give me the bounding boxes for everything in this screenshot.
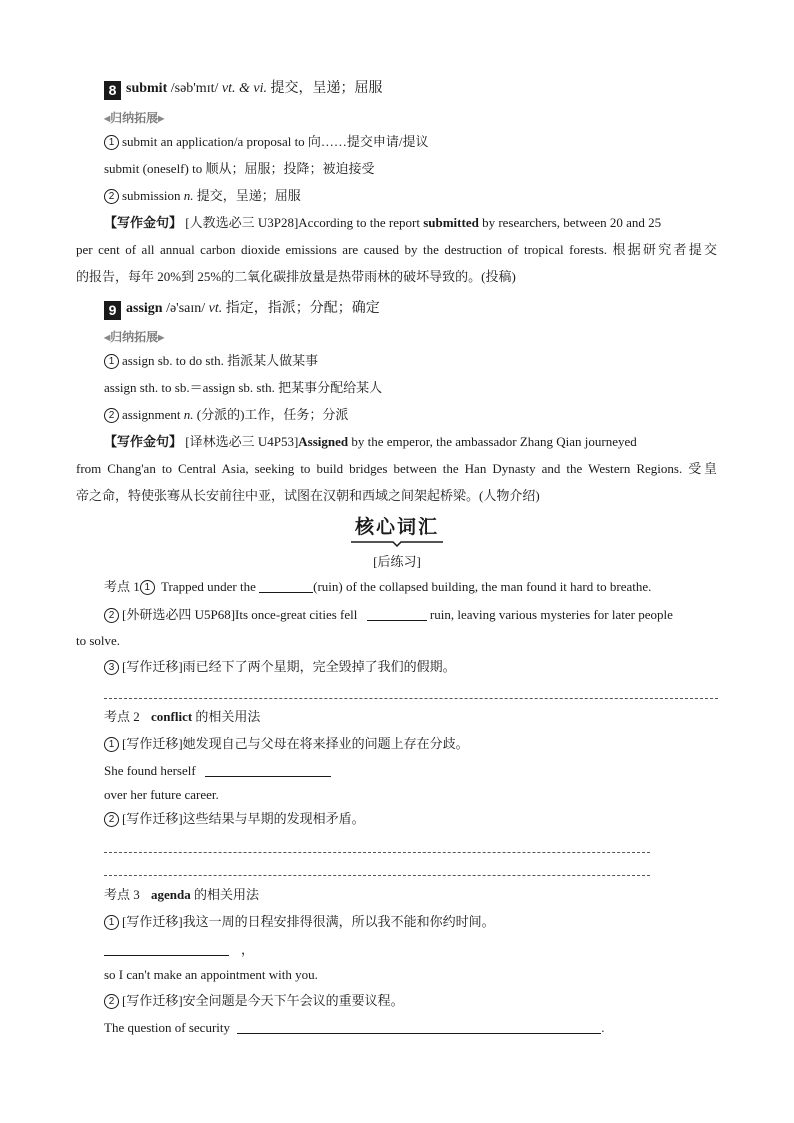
comma: ， bbox=[241, 942, 255, 957]
question-text: (ruin) of the collapsed building, the man found it hard to breathe. bbox=[313, 579, 652, 594]
golden-text: by the emperor, the ambassador Zhang Qian journeyed bbox=[348, 434, 637, 449]
point-suffix: 的相关用法 bbox=[192, 709, 261, 724]
derived-meaning: 提交，呈递；屈服 bbox=[193, 188, 301, 203]
triangle-left-icon: ◀ bbox=[104, 333, 111, 342]
answer-blank[interactable] bbox=[237, 1021, 601, 1034]
circled-number: 2 bbox=[104, 608, 119, 623]
section-subtitle-text: [后练习] bbox=[373, 554, 421, 569]
circled-number: 1 bbox=[104, 737, 119, 752]
circled-number: 1 bbox=[104, 354, 119, 369]
point-3-question-1 bbox=[104, 913, 495, 931]
extension-item bbox=[104, 133, 429, 151]
meaning: 提交，呈递；屈服 bbox=[266, 81, 383, 96]
period: . bbox=[601, 1020, 605, 1035]
extension-text: assign sth. to sb.＝assign sb. sth. 把某事分配给某人 bbox=[104, 380, 383, 395]
circled-number: 1 bbox=[104, 135, 119, 150]
derived-pos: n. bbox=[180, 188, 194, 203]
entry-8-header bbox=[104, 80, 382, 100]
derived-pos: n. bbox=[180, 407, 194, 422]
headword: submit bbox=[126, 81, 168, 96]
answer-row bbox=[104, 762, 331, 780]
section-header bbox=[0, 512, 794, 547]
circled-number: 1 bbox=[104, 915, 119, 930]
extension-item bbox=[104, 352, 318, 370]
point-3-header bbox=[104, 886, 259, 904]
extension-item bbox=[104, 406, 348, 424]
golden-sentence bbox=[104, 433, 637, 451]
answer-blank[interactable] bbox=[205, 764, 331, 777]
point-suffix: 的相关用法 bbox=[190, 887, 260, 902]
point-1-question-2 bbox=[104, 606, 673, 624]
circled-number: 2 bbox=[104, 994, 119, 1009]
point-2-question-1 bbox=[104, 735, 469, 753]
golden-text: by researchers, between 20 and 25 bbox=[478, 215, 662, 230]
prompt-text: She found herself bbox=[104, 763, 199, 778]
question-text: [写作迁移]她发现自己与父母在将来择业的问题上存在分歧。 bbox=[122, 736, 469, 751]
question-text: Trapped under the bbox=[157, 579, 260, 594]
circled-number: 2 bbox=[104, 189, 119, 204]
pronunciation: /ə'saɪn/ bbox=[162, 301, 209, 316]
golden-line: 的报告，每年 20%到 25%的二氧化碳排放量是热带雨林的破坏导致的。(投稿) bbox=[76, 269, 516, 284]
extension-item bbox=[104, 379, 382, 397]
question-text: [写作迁移]雨已经下了两个星期，完全毁掉了我们的假期。 bbox=[122, 659, 456, 674]
triangle-left-icon: ◀ bbox=[104, 114, 111, 123]
question-text: [写作迁移]安全问题是今天下午会议的重要议程。 bbox=[122, 993, 404, 1008]
part-of-speech: vt. & vi. bbox=[221, 81, 267, 96]
golden-keyword: submitted bbox=[423, 215, 479, 230]
extension-text: submit an application/a proposal to 向……提交申请/提议 bbox=[122, 134, 429, 149]
question-text: [外研选必四 U5P68]Its once-great cities fell bbox=[122, 607, 361, 622]
point-label: 考点 1 bbox=[104, 579, 140, 594]
headword: assign bbox=[126, 301, 163, 316]
entry-9-header bbox=[104, 300, 380, 320]
question-text: [写作迁移]这些结果与早期的发现相矛盾。 bbox=[122, 811, 365, 826]
prompt-text: The question of security bbox=[104, 1020, 234, 1035]
derived-meaning: (分派的)工作，任务；分派 bbox=[193, 407, 349, 422]
answer-line[interactable] bbox=[104, 698, 718, 699]
extension-item bbox=[104, 160, 374, 178]
point-3-question-2 bbox=[104, 992, 404, 1010]
part-of-speech: vt. bbox=[208, 301, 223, 316]
circled-number: 2 bbox=[104, 812, 119, 827]
triangle-right-icon: ▶ bbox=[158, 114, 165, 123]
extension-item bbox=[104, 187, 301, 205]
tag-label: 归纳拓展 bbox=[110, 330, 159, 344]
golden-line: from Chang'an to Central Asia, seeking to build bridges between the Han Dynasty and the Western Regions. 受皇 bbox=[76, 461, 717, 476]
entry-number: 8 bbox=[104, 81, 121, 100]
meaning: 指定，指派；分配；确定 bbox=[222, 301, 380, 316]
golden-line: 帝之命，特使张骞从长安前往中亚，试图在汉朝和西域之间架起桥梁。(人物介绍) bbox=[76, 488, 540, 503]
point-word: agenda bbox=[151, 887, 191, 902]
answer-blank[interactable] bbox=[104, 943, 229, 956]
prompt-text: over her future career. bbox=[104, 787, 219, 802]
extension-text: submit (oneself) to 顺从；屈服；投降；被迫接受 bbox=[104, 161, 375, 176]
section-title: 核心词汇 bbox=[354, 516, 439, 538]
answer-row bbox=[104, 941, 254, 959]
point-1-question-1 bbox=[104, 578, 651, 596]
answer-blank[interactable] bbox=[259, 580, 313, 593]
question-continuation: to solve. bbox=[76, 633, 121, 648]
point-1-question-3 bbox=[104, 658, 456, 676]
golden-keyword: Assigned bbox=[298, 434, 349, 449]
question-text: [写作迁移]我这一周的日程安排得很满，所以我不能和你约时间。 bbox=[122, 914, 495, 929]
prompt-text: so I can't make an appointment with you. bbox=[104, 967, 318, 982]
question-text: ruin, leaving various mysteries for later people bbox=[426, 607, 673, 622]
answer-line[interactable] bbox=[104, 875, 650, 876]
answer-blank[interactable] bbox=[367, 608, 427, 621]
circled-number: 3 bbox=[104, 660, 119, 675]
point-word: conflict bbox=[151, 709, 193, 724]
derived-word: assignment bbox=[122, 407, 181, 422]
entry-number: 9 bbox=[104, 301, 121, 320]
extension-tag bbox=[104, 109, 164, 128]
pronunciation: /səb'mɪt/ bbox=[167, 81, 222, 96]
golden-label: 【写作金句】 bbox=[104, 434, 183, 449]
answer-row bbox=[104, 1019, 605, 1037]
derived-word: submission bbox=[122, 188, 181, 203]
point-label: 考点 3 bbox=[104, 887, 140, 902]
tag-label: 归纳拓展 bbox=[110, 111, 159, 125]
golden-label: 【写作金句】 bbox=[104, 215, 183, 230]
golden-line: per cent of all annual carbon dioxide emissions are caused by the destruction of tropical forests. 根据研究者提交 bbox=[76, 242, 717, 257]
golden-sentence bbox=[104, 214, 661, 232]
circled-number: 2 bbox=[104, 408, 119, 423]
golden-source: [译林选必三 U4P53] bbox=[185, 434, 299, 449]
point-label: 考点 2 bbox=[104, 709, 140, 724]
answer-line[interactable] bbox=[104, 852, 650, 853]
title-underline-icon bbox=[349, 539, 445, 547]
golden-source: [人教选必三 U3P28]According to the report bbox=[185, 215, 424, 230]
point-2-question-2 bbox=[104, 810, 365, 828]
circled-number: 1 bbox=[140, 580, 155, 595]
point-2-header bbox=[104, 708, 260, 726]
extension-text: assign sb. to do sth. 指派某人做某事 bbox=[122, 353, 319, 368]
extension-tag bbox=[104, 328, 164, 347]
triangle-right-icon: ▶ bbox=[158, 333, 165, 342]
section-subtitle bbox=[0, 551, 794, 570]
